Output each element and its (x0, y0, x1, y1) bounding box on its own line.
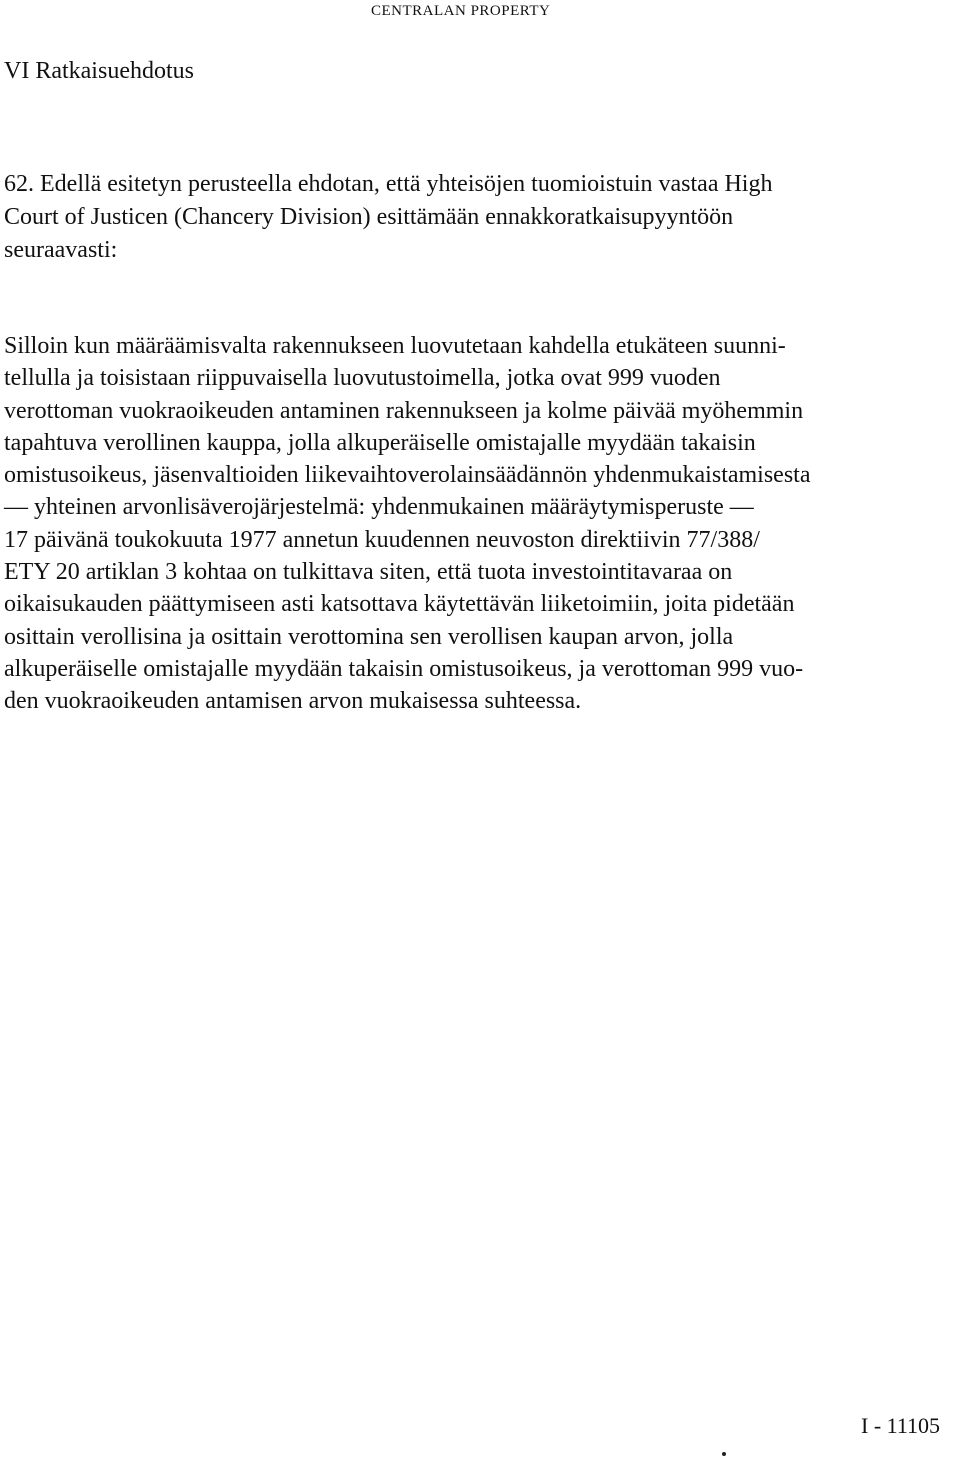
paragraph-line: osittain verollisina ja osittain verottomina sen verollisen kaupan arvon, jolla (4, 623, 734, 650)
paragraph-line: Silloin kun määräämisvalta rakennukseen luovutetaan kahdella etukäteen suunni- (4, 333, 786, 359)
paragraph-line: oikaisukauden päättymiseen asti katsottava käytettävän liiketoimiin, joita pidetään (4, 591, 795, 618)
paragraph-line: Court of Justicen (Chancery Division) esittämään ennakkoratkaisupyyntöön (4, 204, 734, 230)
paragraph-line: 62. Edellä esitetyn perusteella ehdotan, että yhteisöjen tuomioistuin vastaa High (4, 171, 773, 197)
paragraph-line: omistusoikeus, jäsenvaltioiden liikevaihtoverolainsäädännön yhdenmukaistamisesta (4, 462, 811, 489)
page-number: I - 11105 (861, 1413, 941, 1438)
answer-paragraph (4, 330, 954, 718)
intro-paragraph (4, 168, 954, 267)
paragraph-line: — yhteinen arvonlisäverojärjestelmä: yhdenmukainen määräytymisperuste — (4, 494, 754, 521)
running-header: CENTRALAN PROPERTY (371, 3, 551, 19)
paragraph-line: den vuokraoikeuden antamisen arvon mukaisessa suhteessa. (4, 688, 582, 715)
section-heading: VI Ratkaisuehdotus (4, 58, 194, 84)
scan-speck (722, 1452, 726, 1456)
paragraph-line: tellulla ja toisistaan riippuvaisella luovutustoimella, jotka ovat 999 vuoden (4, 365, 721, 392)
paragraph-line: tapahtuva verollinen kauppa, jolla alkuperäiselle omistajalle myydään takaisin (4, 429, 756, 456)
paragraph-line: seuraavasti: (4, 237, 118, 263)
paragraph-line: verottoman vuokraoikeuden antaminen rakennukseen ja kolme päivää myöhemmin (4, 397, 804, 424)
paragraph-line: ETY 20 artiklan 3 kohtaa on tulkittava siten, että tuota investointitavaraa on (4, 559, 733, 586)
paragraph-line: 17 päivänä toukokuuta 1977 annetun kuudennen neuvoston direktiivin 77/388/ (4, 526, 760, 553)
paragraph-line: alkuperäiselle omistajalle myydään takaisin omistusoikeus, ja verottoman 999 vuo- (4, 655, 804, 682)
